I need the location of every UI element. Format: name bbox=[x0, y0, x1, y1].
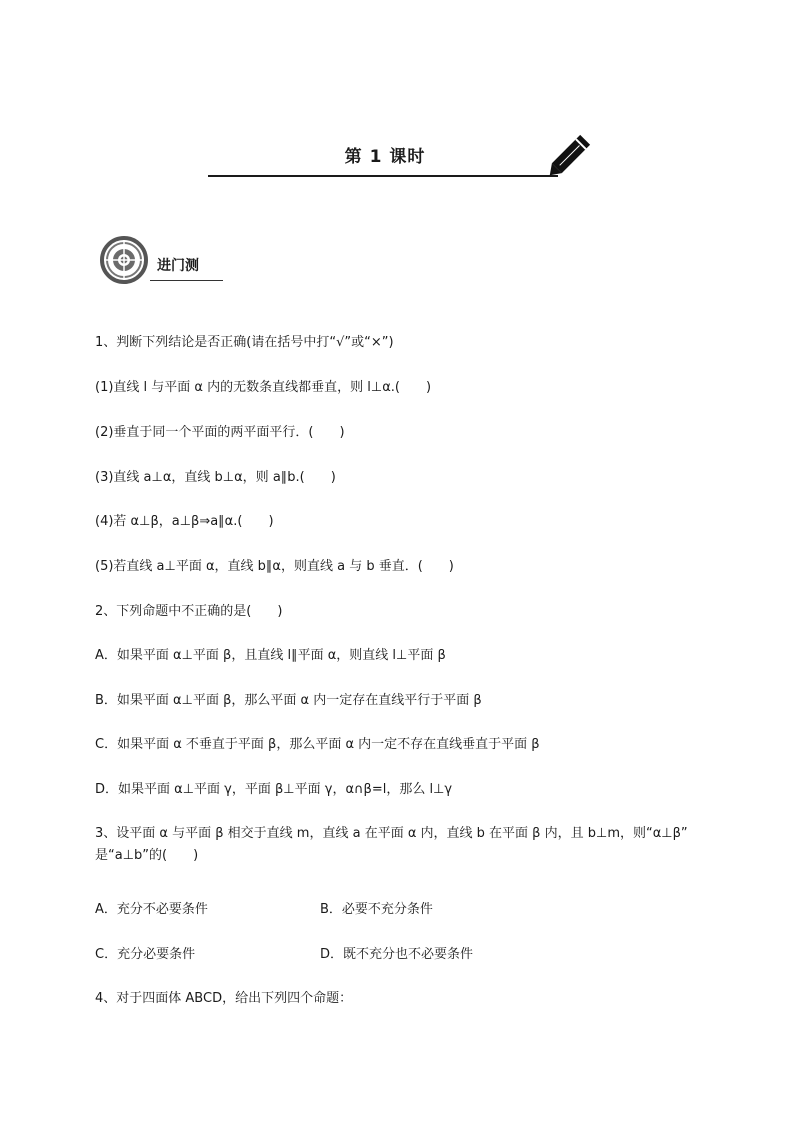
section-underline bbox=[150, 280, 223, 281]
q1-item-4: (4)若 α⊥β，a⊥β⇒a∥α.( ) bbox=[95, 514, 274, 529]
q2-option-d: D．如果平面 α⊥平面 γ，平面 β⊥平面 γ，α∩β=l，那么 l⊥γ bbox=[95, 782, 453, 797]
q3-stem-line-1: 3、设平面 α 与平面 β 相交于直线 m，直线 a 在平面 α 内，直线 b 在平面 β 内，且 b⊥m，则“α⊥β” bbox=[95, 826, 688, 841]
q1-item-2: (2)垂直于同一个平面的两平面平行．( ) bbox=[95, 425, 345, 440]
q3-option-d: D．既不充分也不必要条件 bbox=[320, 947, 474, 962]
section-label: 进门测 bbox=[157, 258, 199, 274]
q1-item-3: (3)直线 a⊥α，直线 b⊥α，则 a∥b.( ) bbox=[95, 470, 336, 485]
q4-stem: 4、对于四面体 ABCD，给出下列四个命题： bbox=[95, 991, 353, 1006]
q3-option-b: B．必要不充分条件 bbox=[320, 902, 433, 917]
q2-option-c: C．如果平面 α 不垂直于平面 β，那么平面 α 内一定不存在直线垂直于平面 β bbox=[95, 737, 540, 752]
lesson-header bbox=[205, 128, 605, 188]
lesson-title: 第 1 课时 bbox=[344, 147, 426, 167]
q2-option-a: A．如果平面 α⊥平面 β，且直线 l∥平面 α，则直线 l⊥平面 β bbox=[95, 648, 446, 663]
q2-option-b: B．如果平面 α⊥平面 β，那么平面 α 内一定存在直线平行于平面 β bbox=[95, 693, 482, 708]
header-underline bbox=[208, 175, 558, 177]
pencil-icon bbox=[545, 128, 597, 180]
q1-stem: 1、判断下列结论是否正确(请在括号中打“√”或“×”) bbox=[95, 335, 394, 350]
q1-item-5: (5)若直线 a⊥平面 α，直线 b∥α，则直线 a 与 b 垂直．( ) bbox=[95, 559, 454, 574]
q3-stem-line-2: 是“a⊥b”的( ) bbox=[95, 848, 199, 863]
q1-item-1: (1)直线 l 与平面 α 内的无数条直线都垂直，则 l⊥α.( ) bbox=[95, 380, 432, 395]
target-icon bbox=[100, 236, 150, 286]
q2-stem: 2、下列命题中不正确的是( ) bbox=[95, 604, 283, 619]
section-badge bbox=[100, 236, 230, 288]
q3-option-a: A．充分不必要条件 bbox=[95, 902, 208, 917]
q3-option-c: C．充分必要条件 bbox=[95, 947, 196, 962]
